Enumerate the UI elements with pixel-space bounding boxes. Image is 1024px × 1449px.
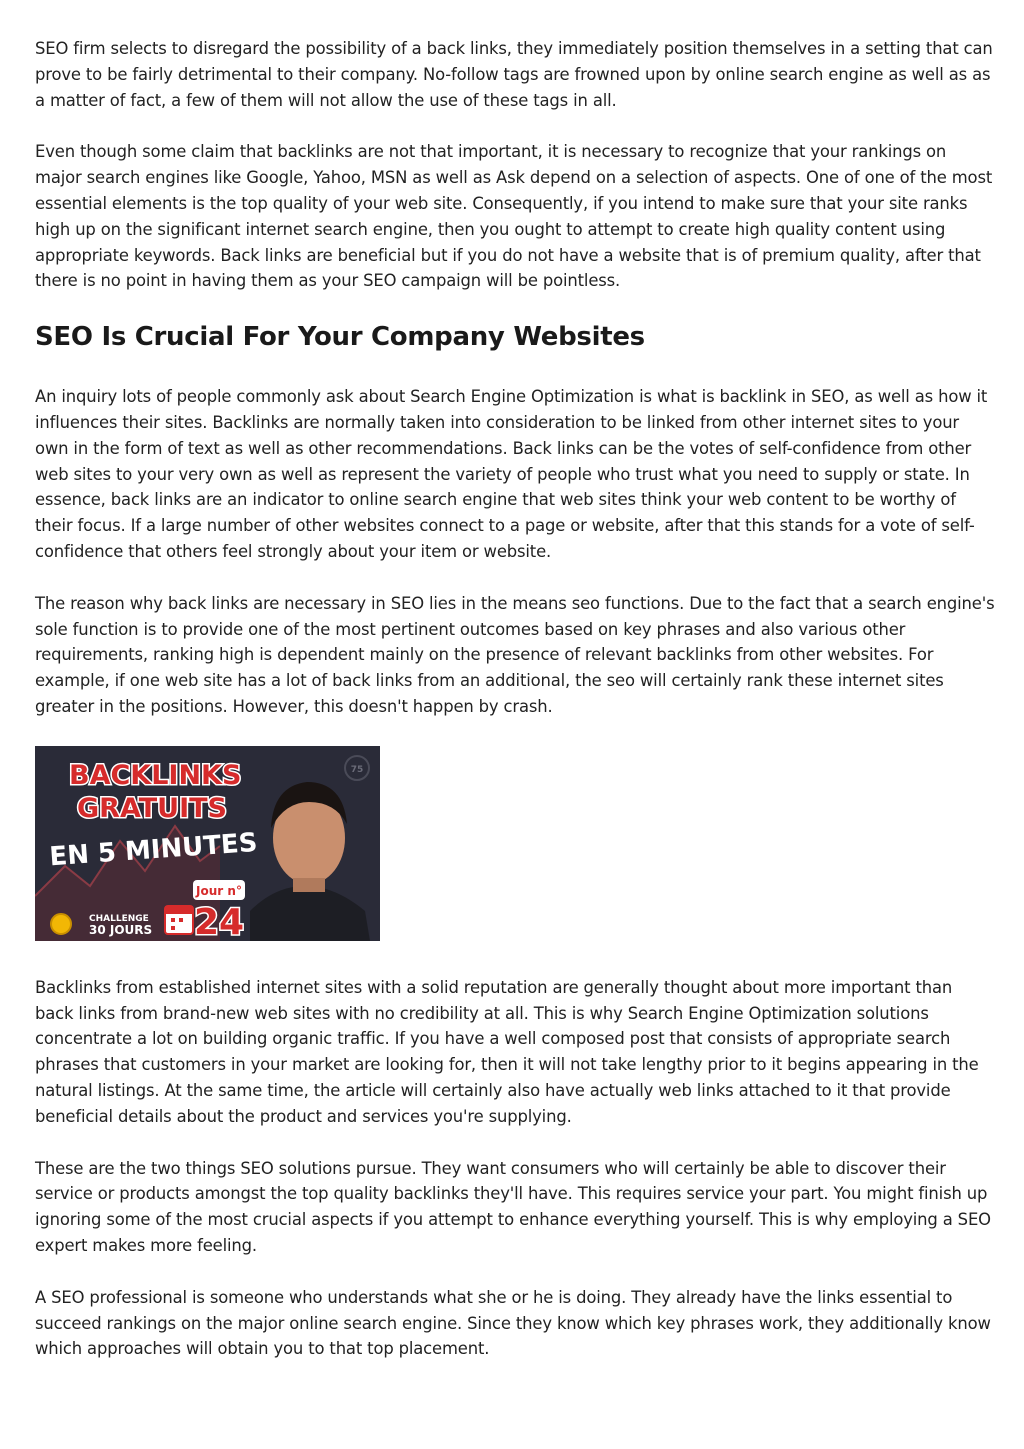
paragraph-6: These are the two things SEO solutions pursue. They want consumers who will certainly be able to discover their service or products amongst the top quality backlinks they'll have. This requires service your part. You might finish up ignoring some of the most crucial aspects if you attempt to enhance everything yourself. This is why employing a SEO expert makes more feeling.: [35, 1158, 991, 1255]
jour-label: Jour n°: [196, 883, 242, 898]
challenge-label-2: 30 JOURS: [89, 922, 153, 937]
paragraph-5: Backlinks from established internet sites with a solid reputation are generally thought about more important than back links from brand-new web sites with no credibility at all. This is why Search Engine Optimization solutions concentrate a lot on building organic traffic. If you have a well composed post that consists of appropriate search phrases that customers in your market are looking for, then it will not take lengthy prior to it begins appearing in the natural listings. At the same time, the article will certainly also have actually web links attached to it that provide beneficial details about the product and services you're supplying.: [35, 977, 979, 1126]
paragraph-2: Even though some claim that backlinks are not that important, it is necessary to recognize that your rankings on major search engines like Google, Yahoo, MSN as well as Ask depend on a selection of aspects. One of one of the most essential elements is the top quality of your web site. Consequently, if you intend to make sure that your site ranks high up on the significant internet search engine, then you ought to attempt to create high quality content using appropriate keywords. Back links are beneficial but if you do not have a website that is of premium quality, after that there is no point in having them as your SEO campaign will be pointless.: [35, 142, 993, 291]
thumbnail-title-line-1: BACKLINKS: [69, 759, 242, 791]
thumbnail-title-line-2: GRATUITS: [77, 792, 228, 824]
gauge-value: 75: [350, 764, 364, 775]
article: [35, 36, 995, 1388]
section-heading: SEO Is Crucial For Your Company Websites: [35, 322, 645, 353]
video-thumbnail-image: [35, 746, 380, 941]
challenge-label-1: CHALLENGE: [89, 913, 149, 924]
paragraph-4: The reason why back links are necessary in SEO lies in the means seo functions. Due to the fact that a search engine's sole function is to provide one of the most pertinent outcomes based on key phrases and also various other requirements, ranking high is dependent mainly on the presence of relevant backlinks from other websites. For example, if one web site has a lot of back links from an additional, the seo will certainly rank these internet sites greater in the positions. However, this doesn't happen by crash.: [35, 593, 995, 716]
paragraph-3: An inquiry lots of people commonly ask about Search Engine Optimization is what is backlink in SEO, as well as how it influences their sites. Backlinks are normally taken into consideration to be linked from other internet sites to your own in the form of text as well as other recommendations. Back links can be the votes of self-confidence from other web sites to your very own as well as represent the variety of people who trust what you need to supply or state. In essence, back links are an indicator to online search engine that web sites think your web content to be worthy of their focus. If a large number of other websites connect to a page or website, after that this stands for a vote of self-confidence that others feel strongly about your item or website.: [35, 387, 988, 561]
thumbnail-title-line-3: EN 5 MINUTES: [48, 827, 259, 873]
paragraph-7: A SEO professional is someone who understands what she or he is doing. They already have the links essential to succeed rankings on the major online search engine. Since they know which key phrases work, they additionally know which approaches will obtain you to that top placement.: [35, 1287, 991, 1359]
jour-number: 24: [193, 901, 245, 941]
paragraph-1: SEO firm selects to disregard the possibility of a back links, they immediately position themselves in a setting that can prove to be fairly detrimental to their company. No-follow tags are frowned upon by online search engine as well as as a matter of fact, a few of them will not allow the use of these tags in all.: [35, 39, 993, 110]
medal-icon: [51, 914, 71, 934]
calendar-icon: [165, 906, 193, 934]
